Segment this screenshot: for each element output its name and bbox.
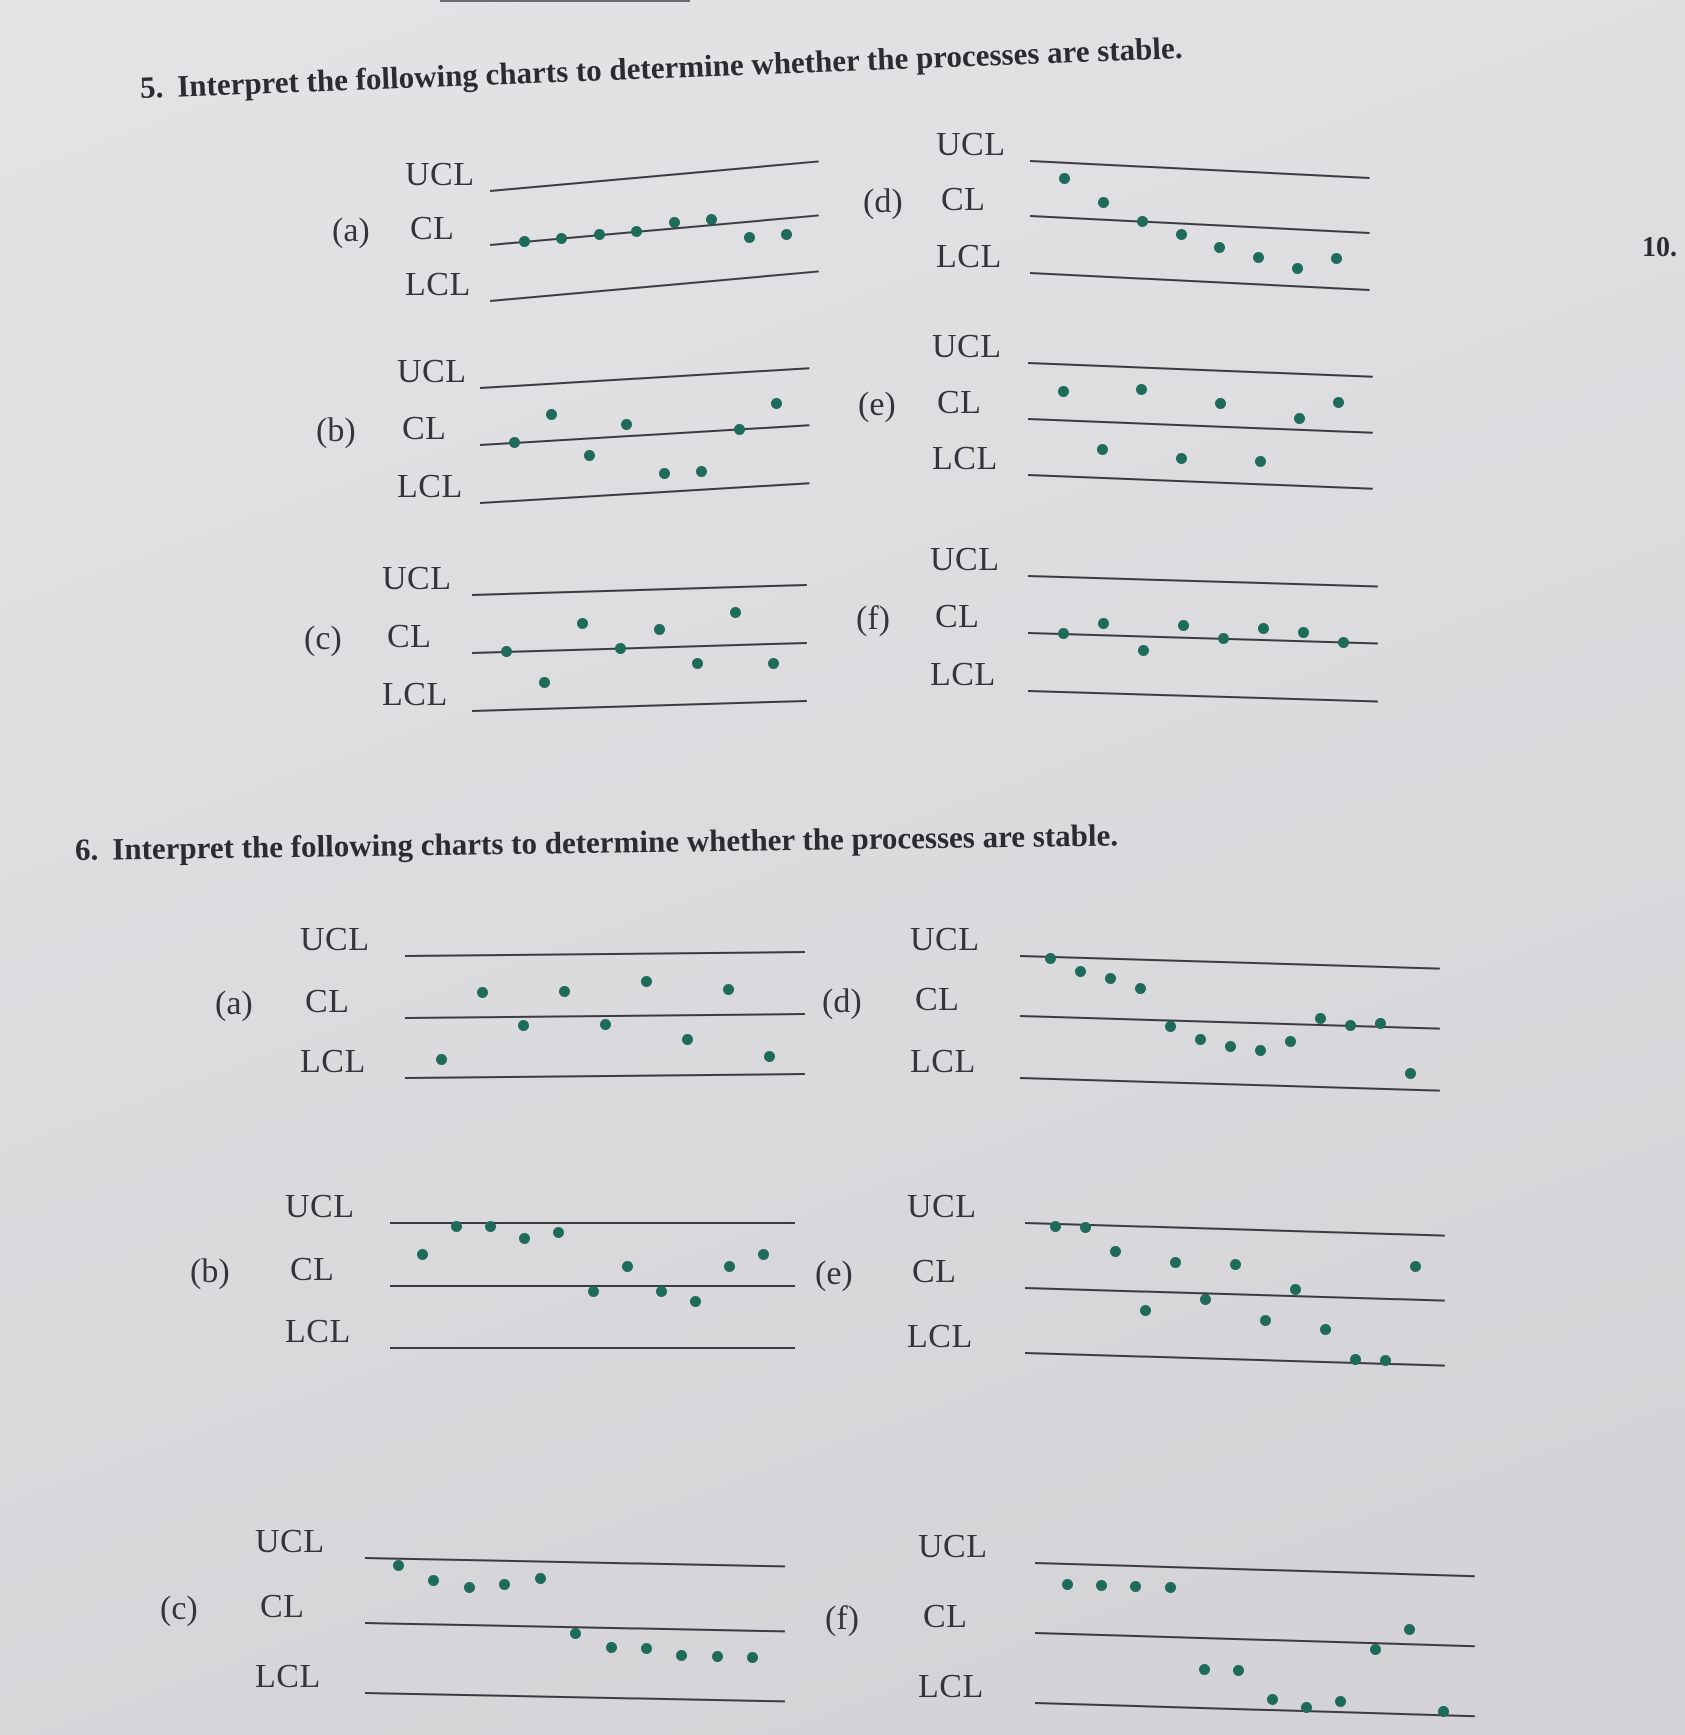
q6-chart-e-data-point	[1380, 1355, 1391, 1366]
q6-chart-f-data-point	[1130, 1581, 1141, 1592]
q5-chart-a-data-point	[519, 236, 530, 247]
q5-chart-b-cl-label: CL	[402, 410, 447, 447]
q6-chart-e-lcl-label: LCL	[907, 1318, 973, 1355]
q6-chart-c-data-point	[747, 1652, 758, 1663]
q6-chart-c-data-point	[428, 1575, 439, 1586]
q5-chart-c-cl-label: CL	[387, 618, 432, 655]
q6-chart-a-data-point	[559, 986, 570, 997]
q6-chart-a-ucl-line	[405, 951, 805, 957]
q6-chart-b-data-point	[690, 1296, 701, 1307]
q6-chart-b-data-point	[588, 1286, 599, 1297]
q5-chart-b-lcl-label: LCL	[397, 468, 463, 505]
q6-chart-a-lcl-line	[405, 1073, 805, 1079]
q5-chart-a-ucl-label: UCL	[405, 156, 475, 193]
q6-chart-b-data-point	[724, 1261, 735, 1272]
q5-chart-e-cl-label: CL	[937, 384, 982, 421]
q5-chart-f-ucl-line	[1028, 575, 1378, 588]
q6-chart-d-data-point	[1405, 1068, 1416, 1079]
q6-chart-b-part-label: (b)	[190, 1253, 230, 1290]
q6-chart-f-part-label: (f)	[825, 1600, 859, 1637]
q5-chart-c-ucl-label: UCL	[382, 560, 452, 597]
q6-chart-d-data-point	[1285, 1036, 1296, 1047]
q5-chart-c-data-point	[730, 607, 741, 618]
q6-chart-b-data-point	[553, 1227, 564, 1238]
q6-chart-b-lcl-line	[390, 1347, 795, 1349]
q6-chart-c-ucl-label: UCL	[255, 1523, 325, 1560]
q6-chart-e-cl-line	[1025, 1287, 1445, 1302]
question-6-number: 6.	[74, 831, 99, 867]
q6-chart-c-data-point	[712, 1651, 723, 1662]
q6-chart-d-part-label: (d)	[822, 983, 862, 1020]
q5-chart-c-data-point	[654, 624, 665, 635]
q5-chart-f-cl-label: CL	[935, 598, 980, 635]
q6-chart-f-cl-label: CL	[923, 1598, 968, 1635]
q6-chart-e-data-point	[1230, 1259, 1241, 1270]
q6-chart-d-lcl-label: LCL	[910, 1043, 976, 1080]
question-6-text: Interpret the following charts to determine whether the processes are stable.	[111, 817, 1119, 867]
q6-chart-a-data-point	[723, 984, 734, 995]
q6-chart-c-data-point	[535, 1573, 546, 1584]
q6-chart-d-data-point	[1255, 1045, 1266, 1056]
q6-chart-d-data-point	[1105, 973, 1116, 984]
q5-chart-f-data-point	[1098, 618, 1109, 629]
q6-chart-d-data-point	[1045, 953, 1056, 964]
q6-chart-f-data-point	[1096, 1580, 1107, 1591]
q6-chart-a-data-point	[600, 1019, 611, 1030]
q5-chart-d-data-point	[1292, 263, 1303, 274]
q6-chart-e-data-point	[1170, 1257, 1181, 1268]
q5-chart-f-cl-line	[1028, 632, 1378, 645]
q6-chart-c-ucl-line	[365, 1557, 785, 1567]
q5-chart-a-data-point	[744, 232, 755, 243]
q5-chart-a-data-point	[556, 233, 567, 244]
q6-chart-a-lcl-label: LCL	[300, 1043, 366, 1080]
q6-chart-a-part-label: (a)	[215, 985, 253, 1022]
q6-chart-c-cl-label: CL	[260, 1588, 305, 1625]
q6-chart-e-cl-label: CL	[912, 1253, 957, 1290]
q6-chart-f-data-point	[1267, 1694, 1278, 1705]
q5-chart-c-ucl-line	[472, 584, 807, 596]
q6-chart-a-data-point	[436, 1054, 447, 1065]
q6-chart-a-data-point	[764, 1051, 775, 1062]
q5-chart-b-data-point	[509, 437, 520, 448]
q5-chart-a-data-point	[594, 229, 605, 240]
q6-chart-d-cl-label: CL	[915, 981, 960, 1018]
q5-chart-e-lcl-line	[1028, 474, 1373, 490]
q6-chart-f-data-point	[1335, 1696, 1346, 1707]
q6-chart-e-data-point	[1200, 1294, 1211, 1305]
q5-chart-b-ucl-line	[480, 367, 810, 389]
q6-chart-e-data-point	[1410, 1261, 1421, 1272]
side-number: 10.	[1642, 232, 1677, 263]
q5-chart-f-lcl-line	[1028, 690, 1378, 703]
q5-chart-b-data-point	[696, 466, 707, 477]
q5-chart-e-data-point	[1176, 453, 1187, 464]
q6-chart-a-ucl-label: UCL	[300, 921, 370, 958]
q5-chart-e-data-point	[1215, 398, 1226, 409]
q6-chart-d-data-point	[1165, 1021, 1176, 1032]
q6-chart-f-data-point	[1438, 1706, 1449, 1717]
q5-chart-d-data-point	[1214, 242, 1225, 253]
q5-chart-a-lcl-label: LCL	[405, 266, 471, 303]
q6-chart-d-data-point	[1075, 966, 1086, 977]
question-5-text: Interpret the following charts to determine whether the processes are stable.	[176, 29, 1184, 104]
q5-chart-c-part-label: (c)	[304, 620, 342, 657]
q6-chart-b-data-point	[758, 1249, 769, 1260]
q5-chart-b-data-point	[584, 450, 595, 461]
q5-chart-d-data-point	[1331, 253, 1342, 264]
q5-chart-f-data-point	[1298, 627, 1309, 638]
q5-chart-d-lcl-line	[1030, 272, 1370, 291]
q6-chart-d-data-point	[1315, 1013, 1326, 1024]
q5-chart-a-part-label: (a)	[332, 212, 370, 249]
q6-chart-c-data-point	[570, 1628, 581, 1639]
q5-chart-c-data-point	[692, 658, 703, 669]
q5-chart-b-ucl-label: UCL	[397, 353, 467, 390]
q5-chart-a-data-point	[706, 214, 717, 225]
q6-chart-d-lcl-line	[1020, 1077, 1440, 1092]
q6-chart-b-data-point	[622, 1261, 633, 1272]
q5-chart-d-data-point	[1176, 229, 1187, 240]
q5-chart-b-data-point	[771, 398, 782, 409]
q5-chart-e-data-point	[1136, 384, 1147, 395]
q5-chart-d-cl-label: CL	[941, 181, 986, 218]
q6-chart-d-data-point	[1195, 1034, 1206, 1045]
q5-chart-d-data-point	[1253, 252, 1264, 263]
q5-chart-c-lcl-line	[472, 700, 807, 712]
q5-chart-c-data-point	[501, 646, 512, 657]
q5-chart-e-data-point	[1097, 444, 1108, 455]
q5-chart-f-part-label: (f)	[856, 600, 890, 637]
q6-chart-a-cl-line	[405, 1013, 805, 1019]
q5-chart-b-lcl-line	[480, 482, 810, 504]
q6-chart-a-data-point	[477, 987, 488, 998]
q5-chart-f-data-point	[1058, 628, 1069, 639]
q6-chart-c-lcl-line	[365, 1692, 785, 1702]
q6-chart-f-data-point	[1404, 1624, 1415, 1635]
q5-chart-e-lcl-label: LCL	[932, 440, 998, 477]
q6-chart-c-data-point	[464, 1582, 475, 1593]
q5-chart-d-data-point	[1059, 173, 1070, 184]
q6-chart-e-data-point	[1260, 1315, 1271, 1326]
q5-chart-c-data-point	[768, 658, 779, 669]
q5-chart-f-data-point	[1338, 637, 1349, 648]
q5-chart-b-data-point	[621, 419, 632, 430]
q6-chart-f-ucl-line	[1035, 1562, 1475, 1577]
q5-chart-b-cl-line	[480, 424, 810, 446]
q6-chart-f-data-point	[1199, 1664, 1210, 1675]
q6-chart-e-data-point	[1050, 1221, 1061, 1232]
q6-chart-c-lcl-label: LCL	[255, 1658, 321, 1695]
q6-chart-c-data-point	[499, 1579, 510, 1590]
q5-chart-e-data-point	[1294, 413, 1305, 424]
q5-chart-c-lcl-label: LCL	[382, 676, 448, 713]
q6-chart-f-ucl-label: UCL	[918, 1528, 988, 1565]
q6-chart-e-part-label: (e)	[815, 1255, 853, 1292]
q5-chart-a-ucl-line	[490, 160, 819, 192]
q6-chart-c-data-point	[676, 1650, 687, 1661]
q6-chart-d-data-point	[1135, 983, 1146, 994]
question-5	[139, 30, 1183, 106]
q5-chart-a-lcl-line	[490, 270, 819, 302]
q5-chart-e-data-point	[1333, 397, 1344, 408]
q6-chart-e-ucl-label: UCL	[907, 1188, 977, 1225]
q5-chart-c-data-point	[539, 677, 550, 688]
q5-chart-d-ucl-line	[1030, 160, 1370, 179]
question-5-number: 5.	[139, 69, 164, 105]
q5-chart-f-lcl-label: LCL	[930, 656, 996, 693]
q5-chart-d-ucl-label: UCL	[936, 126, 1006, 163]
q6-chart-b-data-point	[485, 1221, 496, 1232]
q5-chart-a-data-point	[631, 226, 642, 237]
q5-chart-d-data-point	[1098, 197, 1109, 208]
q6-chart-a-cl-label: CL	[305, 983, 350, 1020]
q6-chart-b-data-point	[417, 1249, 428, 1260]
q5-chart-a-cl-line	[490, 214, 819, 246]
q5-chart-e-cl-line	[1028, 418, 1373, 434]
top-rule	[440, 0, 690, 2]
q6-chart-c-data-point	[606, 1642, 617, 1653]
q6-chart-f-lcl-label: LCL	[918, 1668, 984, 1705]
q5-chart-f-data-point	[1218, 633, 1229, 644]
q5-chart-b-data-point	[546, 409, 557, 420]
q6-chart-f-lcl-line	[1035, 1702, 1475, 1717]
q6-chart-c-data-point	[641, 1643, 652, 1654]
q5-chart-a-data-point	[781, 229, 792, 240]
q6-chart-f-data-point	[1301, 1702, 1312, 1713]
q5-chart-f-ucl-label: UCL	[930, 541, 1000, 578]
q6-chart-f-data-point	[1233, 1665, 1244, 1676]
q6-chart-d-data-point	[1345, 1020, 1356, 1031]
q5-chart-a-cl-label: CL	[410, 210, 455, 247]
q6-chart-d-data-point	[1375, 1018, 1386, 1029]
q5-chart-a-data-point	[669, 217, 680, 228]
q6-chart-e-data-point	[1290, 1284, 1301, 1295]
q5-chart-e-ucl-label: UCL	[932, 328, 1002, 365]
question-6	[75, 817, 1119, 868]
q5-chart-d-data-point	[1137, 216, 1148, 227]
q6-chart-b-lcl-label: LCL	[285, 1313, 351, 1350]
q5-chart-e-data-point	[1255, 456, 1266, 467]
q6-chart-f-data-point	[1165, 1582, 1176, 1593]
q6-chart-a-data-point	[682, 1034, 693, 1045]
q6-chart-e-data-point	[1080, 1222, 1091, 1233]
q6-chart-c-data-point	[393, 1560, 404, 1571]
q6-chart-e-data-point	[1110, 1246, 1121, 1257]
q5-chart-c-data-point	[577, 618, 588, 629]
q5-chart-e-data-point	[1058, 386, 1069, 397]
q6-chart-b-data-point	[451, 1221, 462, 1232]
q6-chart-b-cl-label: CL	[290, 1251, 335, 1288]
q5-chart-c-cl-line	[472, 642, 807, 654]
q6-chart-a-data-point	[518, 1020, 529, 1031]
q5-chart-c-data-point	[615, 643, 626, 654]
q5-chart-d-lcl-label: LCL	[936, 238, 1002, 275]
q5-chart-e-ucl-line	[1028, 362, 1373, 378]
q6-chart-a-data-point	[641, 976, 652, 987]
q5-chart-d-part-label: (d)	[863, 183, 903, 220]
q5-chart-b-data-point	[659, 468, 670, 479]
q6-chart-b-data-point	[519, 1233, 530, 1244]
q6-chart-f-data-point	[1062, 1579, 1073, 1590]
q6-chart-b-data-point	[656, 1286, 667, 1297]
q6-chart-d-ucl-label: UCL	[910, 921, 980, 958]
q6-chart-e-data-point	[1320, 1324, 1331, 1335]
q5-chart-b-data-point	[734, 424, 745, 435]
q6-chart-c-part-label: (c)	[160, 1590, 198, 1627]
q5-chart-b-part-label: (b)	[316, 412, 356, 449]
q6-chart-e-data-point	[1140, 1305, 1151, 1316]
q6-chart-b-ucl-label: UCL	[285, 1188, 355, 1225]
q5-chart-f-data-point	[1178, 620, 1189, 631]
q6-chart-f-data-point	[1370, 1644, 1381, 1655]
q5-chart-d-cl-line	[1030, 215, 1370, 234]
q6-chart-d-data-point	[1225, 1041, 1236, 1052]
q5-chart-e-part-label: (e)	[858, 386, 896, 423]
q5-chart-f-data-point	[1258, 623, 1269, 634]
q6-chart-e-data-point	[1350, 1354, 1361, 1365]
q5-chart-f-data-point	[1138, 645, 1149, 656]
